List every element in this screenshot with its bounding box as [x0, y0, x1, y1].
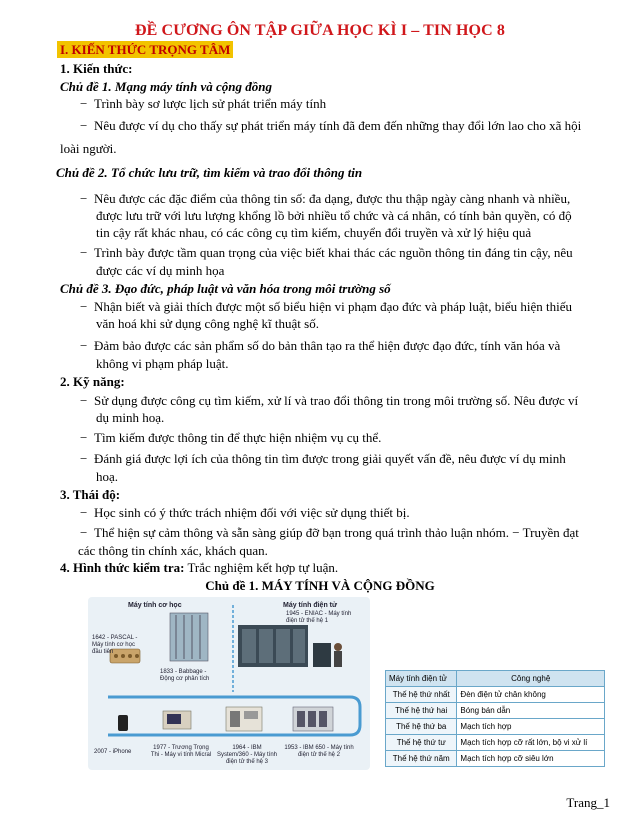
table-cell: Bóng bán dẫn [457, 703, 605, 719]
table-row [386, 719, 605, 735]
topic2-bullet-2-line-2: được các ví dụ minh họa [96, 263, 225, 278]
attitude-heading: 3. Thái độ: [60, 487, 121, 502]
table-row [386, 703, 605, 719]
exam-line [60, 560, 338, 576]
topic2-bullet-2-line-1: Trình bày được tầm quan trọng của việc biết khai thác các nguồn thông tin đáng tin cậy, nêu [94, 245, 573, 260]
topic1-bullet-2-line-1: Nêu được ví dụ cho thấy sự phát triển máy tính đã đem đến những thay đổi lớn lao cho xã hội [94, 118, 582, 133]
table-cell: Thế hệ thứ ba [386, 719, 457, 735]
caption-pascal: 1642 - PASCAL - Máy tính cơ học đầu tiên [92, 635, 138, 655]
table-cell: Mạch tích hợp [457, 719, 605, 735]
computer-history-illustration [88, 597, 370, 770]
skills-bullet-1-line-2: dụ minh hoạ. [96, 410, 165, 425]
skills-heading: 2. Kỹ năng: [60, 374, 125, 389]
bullet-dash: − [80, 191, 88, 206]
skills-bullet-1-line-1: Sử dụng được công cụ tìm kiếm, xử lí và trao đổi thông tin trong môi trường số. Nêu được ví [94, 393, 579, 408]
bullet-dash: − [80, 118, 88, 133]
table-cell: Thế hệ thứ hai [386, 703, 457, 719]
attitude-bullet-2-line-2: các thông tin chính xác, khách quan. [78, 543, 268, 558]
bullet-dash: − [80, 299, 88, 314]
bullet-dash: − [80, 393, 88, 408]
page-number: Trang_1 [566, 795, 610, 810]
caption-iphone: 2007 - iPhone [94, 749, 132, 755]
topic1-bullet-1: Trình bày sơ lược lịch sử phát triển máy tính [94, 96, 327, 111]
table-cell: Mạch tích hợp cỡ rất lớn, bộ vi xử lí [457, 735, 605, 751]
bullet-dash: − [80, 430, 88, 445]
topic-heading: Chủ đề 1. MÁY TÍNH VÀ CỘNG ĐỒNG [205, 578, 435, 593]
topic3-bullet-1-line-2: văn hoá khi sử dụng công nghệ kĩ thuật số. [96, 316, 319, 331]
attitude-bullet-1: Học sinh có ý thức trách nhiệm đối với việc sử dụng thiết bị. [94, 505, 410, 520]
exam-value: Trắc nghiệm kết hợp tự luận. [184, 560, 339, 575]
bullet-dash: − [80, 525, 88, 540]
table-cell: Mạch tích hợp cỡ siêu lớn [457, 751, 605, 767]
electronic-header: Máy tính điện tử [283, 602, 338, 609]
caption-eniac: 1945 - ENIAC - Máy tính điện tử thế hệ 1 [286, 611, 352, 624]
section-heading: I. KIẾN THỨC TRỌNG TÂM [57, 41, 233, 58]
topic3-title: Chủ đề 3. Đạo đức, pháp luật và văn hóa trong môi trường số [60, 281, 391, 296]
knowledge-heading: 1. Kiến thức: [60, 61, 133, 76]
table-cell: Thế hệ thứ tư [386, 735, 457, 751]
mechanical-header: Máy tính cơ học [128, 602, 182, 609]
table-header-row [386, 671, 605, 687]
topic2-bullet-1-line-3: tin cậy rất khác nhau, có các công cụ tìm kiếm, chuyển đổi truyền và xử lý hiệu quả [96, 225, 532, 240]
topic3-bullet-1-line-1: Nhận biết và giải thích được một số biểu hiện vi phạm đạo đức và pháp luật, biểu hiện thiếu [94, 299, 573, 314]
skills-bullet-3-line-1: Đánh giá được lợi ích của thông tin tìm được trong giải quyết vấn đề, nêu được ví dụ minh [94, 451, 566, 466]
attitude-bullet-2-line-1: Thể hiện sự cảm thông và sẵn sàng giúp đỡ bạn trong quá trình thảo luận nhóm. − Truyền đạt [94, 525, 579, 540]
table-row [386, 735, 605, 751]
bullet-dash: − [80, 505, 88, 520]
table-header: Công nghệ [457, 671, 605, 687]
topic2-bullet-1-line-1: Nêu được các đặc điểm của thông tin số: đa dạng, được thu thập ngày càng nhanh và nhiều, [94, 191, 571, 206]
table-header: Máy tính điện tử [386, 671, 457, 687]
topic1-title: Chủ đề 1. Mạng máy tính và cộng đồng [60, 79, 273, 94]
caption-babbage: 1833 - Babbage - Động cơ phân tích [160, 669, 210, 682]
topic2-bullet-1-line-2: được lưu trữ với lưu lượng khổng lồ bởi nhiều tổ chức và cá nhân, có tính bản quyền, có độ [96, 208, 572, 223]
bullet-dash: − [80, 96, 88, 111]
caption-micral: 1977 - Trương Trọng Thi - Máy vi tính Micral [150, 745, 212, 758]
table-row [386, 687, 605, 703]
bullet-dash: − [80, 245, 88, 260]
computer-generations-table [385, 670, 605, 767]
bullet-dash: − [80, 338, 88, 353]
topic3-bullet-2-line-2: không vi phạm pháp luật. [96, 356, 229, 371]
table-cell: Thế hệ thứ năm [386, 751, 457, 767]
document-title: ĐỀ CƯƠNG ÔN TẬP GIỮA HỌC KÌ I – TIN HỌC 8 [135, 22, 505, 39]
topic1-bullet-2-line-2: loài người. [60, 141, 117, 156]
topic3-bullet-2-line-1: Đảm bảo được các sản phẩm số do bản thân tạo ra thể hiện được đạo đức, tính văn hóa và [94, 338, 561, 353]
skills-bullet-3-line-2: hoạ. [96, 469, 119, 484]
table-cell: Đèn điện tử chân không [457, 687, 605, 703]
table-cell: Thế hệ thứ nhất [386, 687, 457, 703]
caption-ibm650: 1953 - IBM 650 - Máy tính điện tử thế hệ 2 [284, 745, 354, 758]
topic2-title: Chủ đề 2. Tổ chức lưu trữ, tìm kiếm và trao đổi thông tin [56, 165, 363, 180]
exam-label: 4. Hình thức kiểm tra: [60, 560, 185, 575]
table-row [386, 751, 605, 767]
skills-bullet-2: Tìm kiếm được thông tin để thực hiện nhiệm vụ cụ thể. [94, 430, 382, 445]
caption-ibm360: 1964 - IBM System/360 - Máy tính điện tử thế hệ 3 [216, 745, 278, 765]
bullet-dash: − [80, 451, 88, 466]
